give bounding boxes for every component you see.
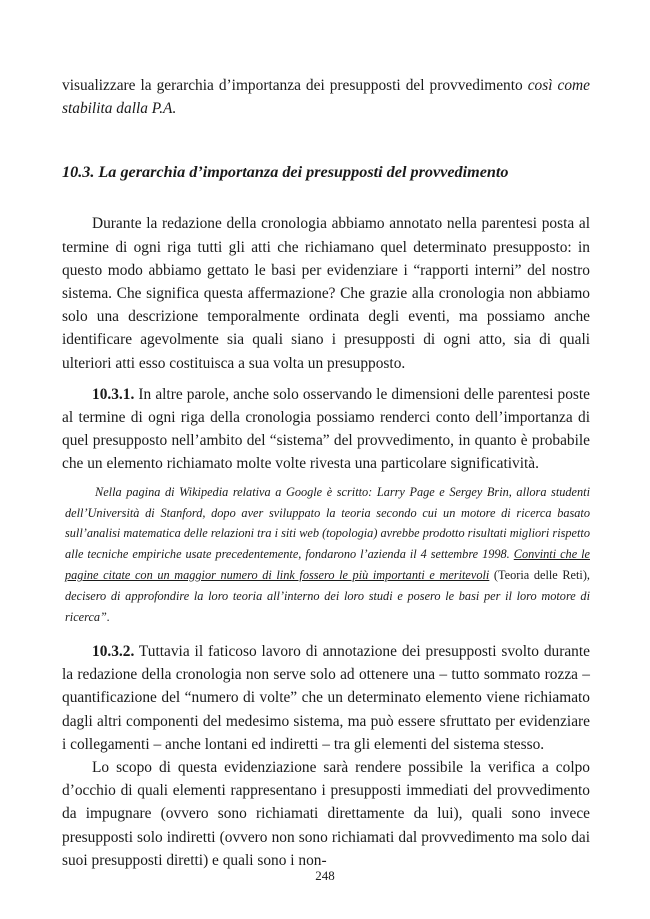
intro-italic-text: così come stabilita dalla P.A. xyxy=(62,77,590,118)
quote-text-part2: , decisero di approfondire la loro teoria all’interno dei loro studi e posero le basi per il loro motore di ricerca”. xyxy=(65,568,590,625)
section-heading: 10.3. La gerarchia d’importanza dei presupposti del provvedimento xyxy=(62,163,509,182)
subsection-number: 10.3.1. xyxy=(92,385,135,403)
section-paragraph: Durante la redazione della cronologia abbiamo annotato nella parentesi posta al termine di ogni riga tutti gli atti che richiamano quel determinato presupposto: in questo modo abbiamo gettato le basi per evidenziare i “rapporti interni” del nostro sistema. Che significa questa affermazione? Che grazie alla cronologia non abbiamo solo una descrizione temporalmente ordinata degli eventi, ma possiamo anche identificare agevolmente sia quali siano i presupposti di ogni atto, sia di quali ulteriori atti esso costituisca a sua volta un presupposto. xyxy=(62,215,590,372)
subsection-10-3-1 xyxy=(62,383,590,476)
intro-paragraph xyxy=(62,74,590,120)
wikipedia-quote xyxy=(62,482,590,628)
subsection-number: 10.3.2. xyxy=(92,642,135,660)
closing-paragraph: Lo scopo di questa evidenziazione sarà rendere possibile la verifica a colpo d’occhio di quali elementi rappresentano i presupposti immediati del provvedimento da impugnare (ovvero sono richiamati direttamente da lui), quali sono invece presupposti solo indiretti (ovvero non sono richiamati dal provvedimento ma solo dai suoi presupposti diretti) e quali sono i non- xyxy=(62,759,590,869)
intro-text: visualizzare la gerarchia d’importanza dei presupposti del provvedimento xyxy=(62,77,528,94)
subsection-10-3-2 xyxy=(62,640,590,756)
quote-roman-text: (Teoria delle Reti) xyxy=(489,568,587,583)
quote-text-part1: Nella pagina di Wikipedia relativa a Google è scritto: Larry Page e Sergey Brin, allora studenti dell’Università di Stanford, dopo aver sviluppato la teoria secondo cui un motore di ricerca basato sull’analisi matematica delle relazioni tra i siti web (topologia) avrebbe prodotto risultati migliori rispetto alle tecniche empiriche usate precedentemente, fondarono l’azienda il 4 settembre 1998. xyxy=(65,484,590,562)
page-number: 248 xyxy=(315,868,335,883)
subsection-text: Tuttavia il faticoso lavoro di annotazione dei presupposti svolto durante la redazione della cronologia non serve solo ad ottenere una – tutto sommato rozza – quantificazione del “numero di volte” che un determinato elemento viene richiamato dagli altri componenti del medesimo sistema, ma può essere sfruttato per evidenziare i collegamenti – anche lontani ed indiretti – tra gli elementi del sistema stesso. xyxy=(62,642,590,753)
subsection-text: In altre parole, anche solo osservando le dimensioni delle parentesi poste al termine di ogni riga della cronologia possiamo renderci conto dell’importanza di quel presupposto nell’ambito del “sistema” del provvedimento, in quanto è probabile che un elemento richiamato molte volte rivesta una particolare significatività. xyxy=(62,385,590,473)
document-page xyxy=(62,74,590,872)
quote-underlined-text: Convinti che le pagine citate con un maggior numero di link fossero le più importanti e meritevoli xyxy=(65,547,590,583)
